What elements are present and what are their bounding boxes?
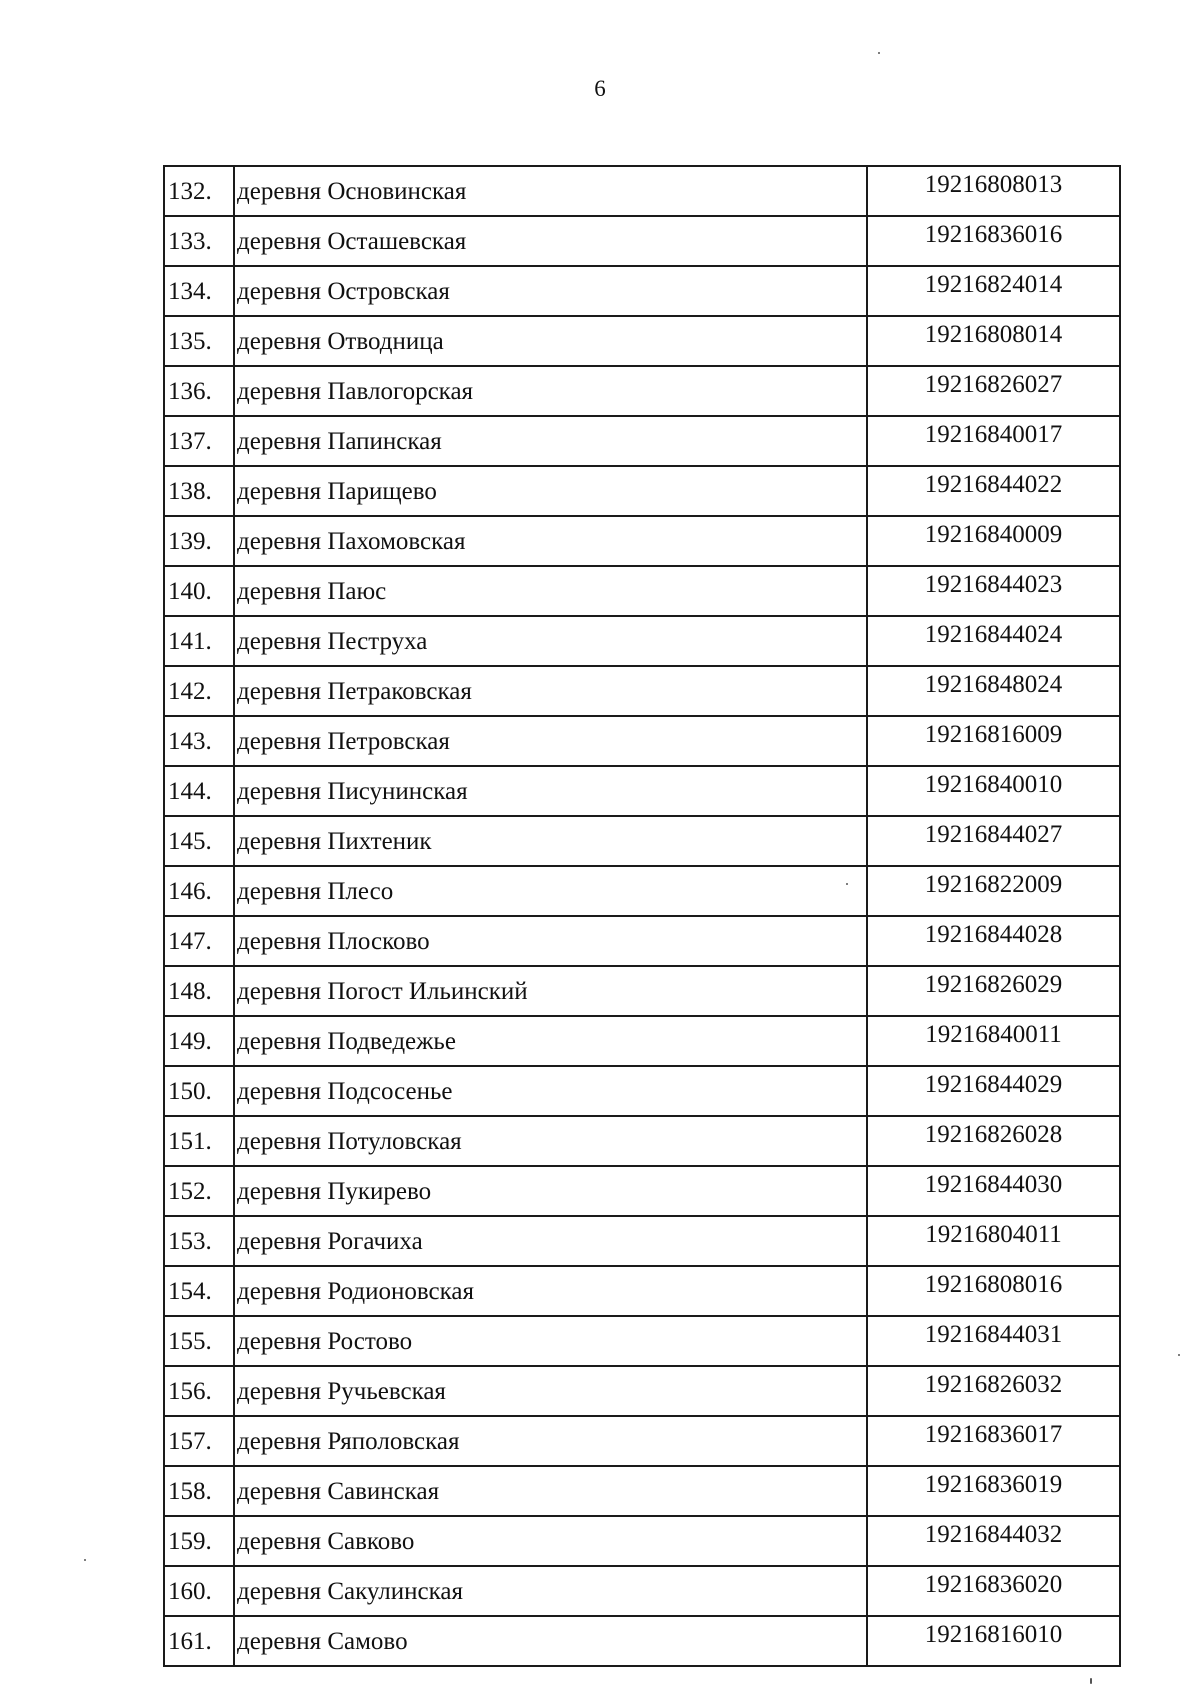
row-number-cell: 150. bbox=[164, 1066, 234, 1116]
row-number-cell: 142. bbox=[164, 666, 234, 716]
settlement-name-cell: деревня Плесо bbox=[234, 866, 867, 916]
table-row bbox=[164, 1266, 1120, 1316]
row-number-cell: 155. bbox=[164, 1316, 234, 1366]
oktmo-code-cell: 19216844028 bbox=[867, 916, 1120, 966]
row-number-cell: 152. bbox=[164, 1166, 234, 1216]
table-row bbox=[164, 1066, 1120, 1116]
page-number: 6 bbox=[594, 76, 606, 101]
table-row bbox=[164, 1516, 1120, 1566]
settlement-name-cell: деревня Подведежье bbox=[234, 1016, 867, 1066]
scan-speck bbox=[846, 883, 848, 885]
row-number-cell: 138. bbox=[164, 466, 234, 516]
oktmo-code-cell: 19216836020 bbox=[867, 1566, 1120, 1616]
oktmo-code-cell: 19216804011 bbox=[867, 1216, 1120, 1266]
oktmo-code-cell: 19216836019 bbox=[867, 1466, 1120, 1516]
settlement-name-cell: деревня Ростово bbox=[234, 1316, 867, 1366]
settlement-name-cell: деревня Ручьевская bbox=[234, 1366, 867, 1416]
row-number-cell: 139. bbox=[164, 516, 234, 566]
table-row bbox=[164, 916, 1120, 966]
table-row bbox=[164, 516, 1120, 566]
oktmo-code-cell: 19216836017 bbox=[867, 1416, 1120, 1466]
row-number-cell: 151. bbox=[164, 1116, 234, 1166]
oktmo-code-cell: 19216840017 bbox=[867, 416, 1120, 466]
oktmo-code-cell: 19216826028 bbox=[867, 1116, 1120, 1166]
settlement-code-table bbox=[163, 165, 1121, 1667]
settlement-name-cell: деревня Осташевская bbox=[234, 216, 867, 266]
oktmo-code-cell: 19216844023 bbox=[867, 566, 1120, 616]
oktmo-code-cell: 19216844022 bbox=[867, 466, 1120, 516]
table-row bbox=[164, 666, 1120, 716]
table-row bbox=[164, 1166, 1120, 1216]
oktmo-code-cell: 19216824014 bbox=[867, 266, 1120, 316]
row-number-cell: 156. bbox=[164, 1366, 234, 1416]
table-row bbox=[164, 416, 1120, 466]
oktmo-code-cell: 19216816010 bbox=[867, 1616, 1120, 1666]
row-number-cell: 144. bbox=[164, 766, 234, 816]
row-number-cell: 145. bbox=[164, 816, 234, 866]
oktmo-code-cell: 19216808013 bbox=[867, 166, 1120, 216]
settlement-name-cell: деревня Петровская bbox=[234, 716, 867, 766]
scan-speck bbox=[878, 52, 880, 54]
settlement-name-cell: деревня Папинская bbox=[234, 416, 867, 466]
settlement-name-cell: деревня Сакулинская bbox=[234, 1566, 867, 1616]
table-row bbox=[164, 766, 1120, 816]
row-number-cell: 160. bbox=[164, 1566, 234, 1616]
table-row bbox=[164, 166, 1120, 216]
table-row bbox=[164, 1366, 1120, 1416]
table-row bbox=[164, 966, 1120, 1016]
table-row bbox=[164, 316, 1120, 366]
row-number-cell: 141. bbox=[164, 616, 234, 666]
table-row bbox=[164, 1616, 1120, 1666]
row-number-cell: 158. bbox=[164, 1466, 234, 1516]
table-row bbox=[164, 866, 1120, 916]
oktmo-code-cell: 19216808016 bbox=[867, 1266, 1120, 1316]
scan-speck bbox=[1090, 1678, 1092, 1684]
scan-speck bbox=[1178, 1354, 1180, 1356]
oktmo-code-cell: 19216848024 bbox=[867, 666, 1120, 716]
row-number-cell: 147. bbox=[164, 916, 234, 966]
row-number-cell: 134. bbox=[164, 266, 234, 316]
table-row bbox=[164, 1116, 1120, 1166]
settlement-name-cell: деревня Отводница bbox=[234, 316, 867, 366]
oktmo-code-cell: 19216836016 bbox=[867, 216, 1120, 266]
oktmo-code-cell: 19216844027 bbox=[867, 816, 1120, 866]
table-row bbox=[164, 216, 1120, 266]
table-row bbox=[164, 716, 1120, 766]
table-row bbox=[164, 1216, 1120, 1266]
oktmo-code-cell: 19216808014 bbox=[867, 316, 1120, 366]
oktmo-code-cell: 19216826032 bbox=[867, 1366, 1120, 1416]
settlement-name-cell: деревня Основинская bbox=[234, 166, 867, 216]
oktmo-code-cell: 19216826027 bbox=[867, 366, 1120, 416]
oktmo-code-cell: 19216816009 bbox=[867, 716, 1120, 766]
settlement-name-cell: деревня Павлогорская bbox=[234, 366, 867, 416]
row-number-cell: 148. bbox=[164, 966, 234, 1016]
settlement-name-cell: деревня Подсосенье bbox=[234, 1066, 867, 1116]
row-number-cell: 133. bbox=[164, 216, 234, 266]
row-number-cell: 140. bbox=[164, 566, 234, 616]
settlement-name-cell: деревня Самово bbox=[234, 1616, 867, 1666]
oktmo-code-cell: 19216826029 bbox=[867, 966, 1120, 1016]
table-row bbox=[164, 466, 1120, 516]
oktmo-code-cell: 19216822009 bbox=[867, 866, 1120, 916]
table-row bbox=[164, 1016, 1120, 1066]
row-number-cell: 161. bbox=[164, 1616, 234, 1666]
oktmo-code-cell: 19216844032 bbox=[867, 1516, 1120, 1566]
row-number-cell: 143. bbox=[164, 716, 234, 766]
table-row bbox=[164, 366, 1120, 416]
oktmo-code-cell: 19216840009 bbox=[867, 516, 1120, 566]
oktmo-code-cell: 19216844031 bbox=[867, 1316, 1120, 1366]
settlement-name-cell: деревня Пихтеник bbox=[234, 816, 867, 866]
table-row bbox=[164, 816, 1120, 866]
settlement-name-cell: деревня Потуловская bbox=[234, 1116, 867, 1166]
oktmo-code-cell: 19216844030 bbox=[867, 1166, 1120, 1216]
oktmo-code-cell: 19216844029 bbox=[867, 1066, 1120, 1116]
settlement-name-cell: деревня Рогачиха bbox=[234, 1216, 867, 1266]
table-row bbox=[164, 1466, 1120, 1516]
settlement-name-cell: деревня Островская bbox=[234, 266, 867, 316]
scan-speck bbox=[84, 1559, 86, 1561]
row-number-cell: 159. bbox=[164, 1516, 234, 1566]
row-number-cell: 132. bbox=[164, 166, 234, 216]
settlement-name-cell: деревня Родионовская bbox=[234, 1266, 867, 1316]
row-number-cell: 157. bbox=[164, 1416, 234, 1466]
settlement-name-cell: деревня Пахомовская bbox=[234, 516, 867, 566]
table-body bbox=[164, 166, 1120, 1666]
settlement-name-cell: деревня Ряполовская bbox=[234, 1416, 867, 1466]
settlement-name-cell: деревня Паюс bbox=[234, 566, 867, 616]
settlement-name-cell: деревня Писунинская bbox=[234, 766, 867, 816]
settlement-name-cell: деревня Плосково bbox=[234, 916, 867, 966]
settlement-name-cell: деревня Петраковская bbox=[234, 666, 867, 716]
table-row bbox=[164, 1416, 1120, 1466]
table-row bbox=[164, 1566, 1120, 1616]
table-row bbox=[164, 566, 1120, 616]
row-number-cell: 153. bbox=[164, 1216, 234, 1266]
row-number-cell: 154. bbox=[164, 1266, 234, 1316]
row-number-cell: 146. bbox=[164, 866, 234, 916]
row-number-cell: 136. bbox=[164, 366, 234, 416]
table-row bbox=[164, 266, 1120, 316]
oktmo-code-cell: 19216840010 bbox=[867, 766, 1120, 816]
settlement-name-cell: деревня Савинская bbox=[234, 1466, 867, 1516]
row-number-cell: 135. bbox=[164, 316, 234, 366]
settlement-name-cell: деревня Погост Ильинский bbox=[234, 966, 867, 1016]
settlement-name-cell: деревня Парищево bbox=[234, 466, 867, 516]
oktmo-code-cell: 19216844024 bbox=[867, 616, 1120, 666]
table-row bbox=[164, 1316, 1120, 1366]
settlement-name-cell: деревня Савково bbox=[234, 1516, 867, 1566]
row-number-cell: 137. bbox=[164, 416, 234, 466]
table-row bbox=[164, 616, 1120, 666]
row-number-cell: 149. bbox=[164, 1016, 234, 1066]
settlement-name-cell: деревня Пеструха bbox=[234, 616, 867, 666]
settlement-name-cell: деревня Пукирево bbox=[234, 1166, 867, 1216]
oktmo-code-cell: 19216840011 bbox=[867, 1016, 1120, 1066]
